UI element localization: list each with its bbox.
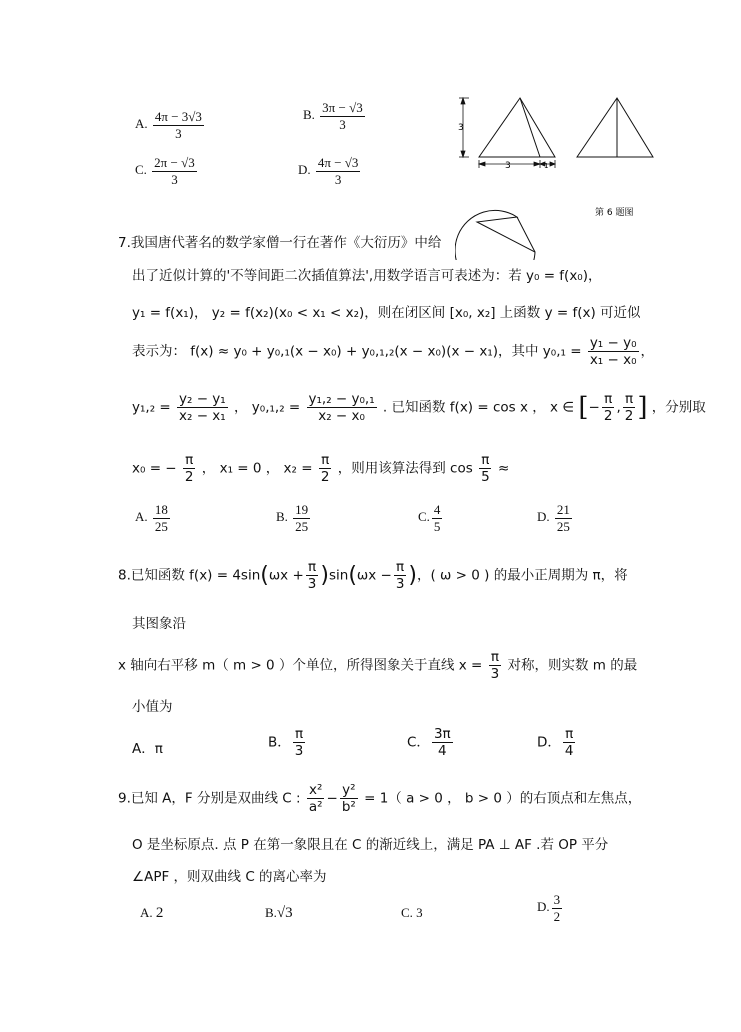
q7-line6: x₀ = − $\frac{\pi}{2}$ ， x₁ = 0 ， x₂ = $\frac{\pi}{2}$ ，则用该算法得到 cos $\frac{\pi}{5}$ ≈ xyxy=(132,452,510,486)
q9-line2: O 是坐标原点. 点 P 在第一象限且在 C 的渐近线上，满足 PA ⊥ AF .若 OP 平分 xyxy=(132,837,609,853)
q8-option-b[interactable]: B． $\frac{\pi}{3}$ xyxy=(268,726,304,760)
q6-option-d[interactable]: D. $\frac{4\pi - √3}{3}$ xyxy=(298,155,359,187)
figure-caption: 第 6 题图 xyxy=(595,208,634,218)
q7-y01-fraction: $\frac{\text{y₁ − y₀}}{\text{x₁ − x₀}}$ xyxy=(589,335,637,369)
q6-b-numerator: 3π − √3 xyxy=(322,100,363,115)
q9-option-d[interactable]: D. $\frac{3}{2}$ xyxy=(537,892,561,924)
q7-line4: 表示为： f(x) ≈ y₀ + y₀,₁(x − x₀) + y₀,₁,₂(x − x₀)(x − x₁)，其中 y₀,₁ = $\frac{\text{y₁ − y₀}}{\text{x₁ − x₀}}$ ， xyxy=(132,335,655,369)
q6-a-numerator: 4π − 3√3 xyxy=(154,109,202,124)
q8-line3: x 轴向右平移 m（ m > 0 ）个单位，所得图象关于直线 x = $\frac{\pi}{3}$ 对称，则实数 m 的最 xyxy=(118,649,638,683)
top-view-sector xyxy=(455,210,535,260)
front-view-triangle xyxy=(479,98,555,157)
q8-line2: 其图象沿 xyxy=(132,616,186,632)
q6-c-denominator: 3 xyxy=(171,171,178,187)
q9-option-b[interactable]: B.√3 xyxy=(265,905,293,921)
q8-option-d[interactable]: D． $\frac{\pi}{4}$ xyxy=(537,726,574,760)
q9-option-c[interactable]: C. 3 xyxy=(401,905,423,920)
q9-line1: 9.已知 A，F 分别是双曲线 C : $\frac{\text{x²}}{\text{a²}}$ − $\frac{\text{y²}}{\text{b²}}$ = 1（ a > 0 ， b > 0 ）的右顶点和左焦点， xyxy=(118,782,642,816)
q6-a-denominator: 3 xyxy=(175,125,182,141)
q6-three-view-figure xyxy=(455,92,665,260)
q7-line5: y₁,₂ = $\frac{\text{y₂ − y₁}}{\text{x₂ − x₁}}$ ， y₀,₁,₂ = $\frac{\text{y₁,₂ − y₀,₁}}{\text{x₂ − x₀}}$ . 已知函数 f(x) = cos x ， x ∈ [− $\frac{\pi}{2}$ , $\frac{\pi}{2}$ ] ，分别取 xyxy=(132,391,706,425)
q6-c-numerator: 2π − √3 xyxy=(154,155,195,170)
q9-option-a[interactable]: A. 2 xyxy=(140,905,164,921)
q7-line2: 出了近似计算的'不等间距二次插值算法',用数学语言可表述为：若 y₀ = f(x₀)， xyxy=(132,268,602,284)
q7-option-c[interactable]: C. $\frac{4}{5}$ xyxy=(418,502,441,534)
q6-option-c[interactable]: C. $\frac{2\pi - √3}{3}$ xyxy=(135,155,195,187)
q6-option-a[interactable]: A. $\frac{4\pi - 3√3}{3}$ xyxy=(135,109,202,141)
q6-d-numerator: 4π − √3 xyxy=(317,155,359,170)
q7-line3: y₁ = f(x₁)， y₂ = f(x₂)(x₀ < x₁ < x₂)，则在闭区间 [x₀, x₂] 上函数 y = f(x) 可近似 xyxy=(132,305,641,321)
q8-line1: 8.已知函数 f(x) = 4sin(ωx + $\frac{\pi}{3}$ )sin(ωx − $\frac{\pi}{3}$ )，( ω > 0 ) 的最小正周期为 π，将 xyxy=(118,559,628,593)
q6-option-b[interactable]: B. $\frac{3\pi - √3}{3}$ xyxy=(303,100,363,132)
q7-line1: 7.我国唐代著名的数学家僧一行在著作《大衍历》中给 xyxy=(118,235,442,251)
ext-label: 1 xyxy=(544,162,549,170)
q7-y12-fraction: $\frac{\text{y₂ − y₁}}{\text{x₂ − x₁}}$ xyxy=(179,391,226,425)
q7-y012-fraction: $\frac{\text{y₁,₂ − y₀,₁}}{\text{x₂ − x₀}}$ xyxy=(308,391,375,425)
q6-d-denominator: 3 xyxy=(334,171,342,187)
side-view-triangle xyxy=(577,98,653,157)
q8-option-c[interactable]: C． $\frac{3\pi}{4}$ xyxy=(407,726,451,760)
q7-option-b[interactable]: B. $\frac{19}{25}$ xyxy=(276,502,309,534)
q9-line3: ∠APF ，则双曲线 C 的离心率为 xyxy=(132,869,327,885)
q7-option-a[interactable]: A. $\frac{18}{25}$ xyxy=(135,502,168,534)
q8-option-a[interactable]: A．π xyxy=(132,741,163,757)
q7-option-d[interactable]: D. $\frac{21}{25}$ xyxy=(537,502,570,534)
q6-b-denominator: 3 xyxy=(339,116,346,132)
height-label: 3 xyxy=(458,123,464,133)
base-label: 3 xyxy=(505,161,511,171)
q8-line4: 小值为 xyxy=(132,699,173,715)
